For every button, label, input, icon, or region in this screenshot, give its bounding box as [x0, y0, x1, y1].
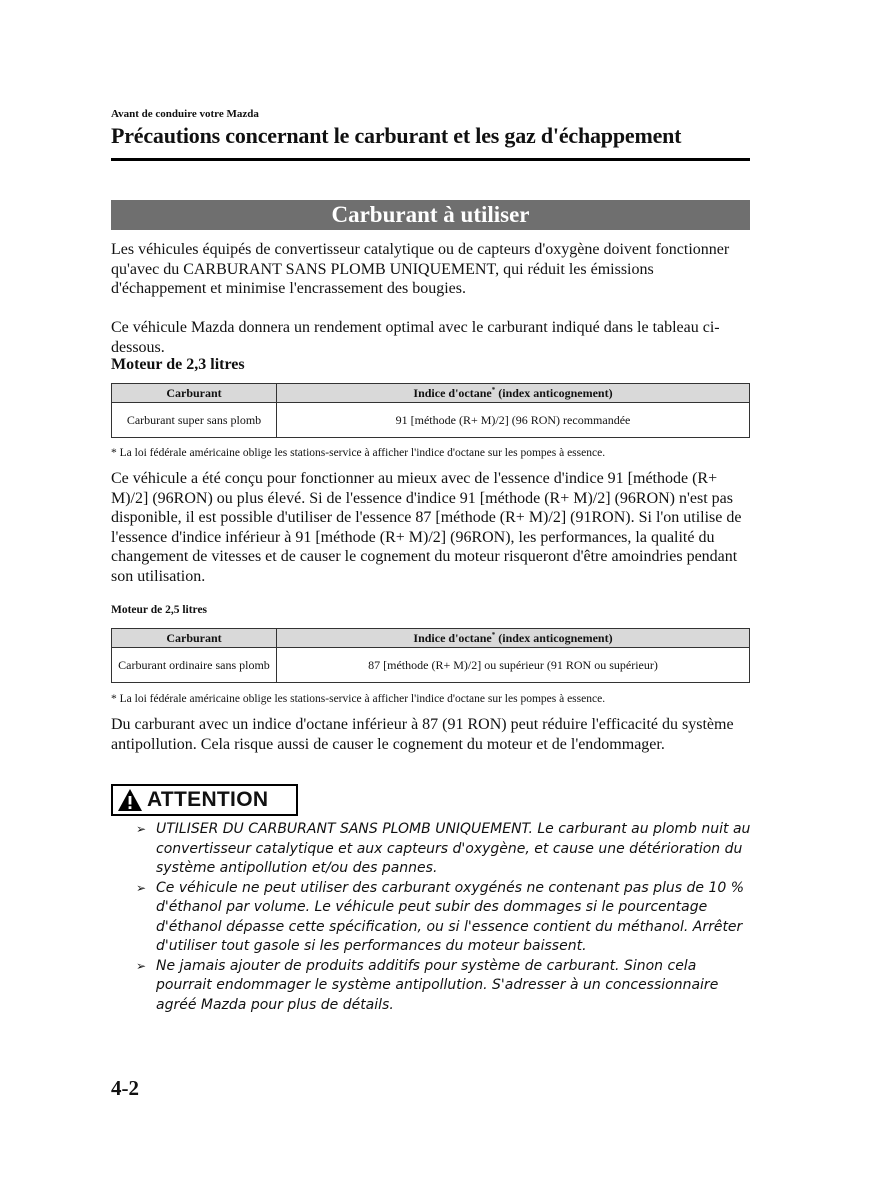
- octane-table-25: [111, 628, 750, 683]
- fuel-cell: Carburant ordinaire sans plomb: [112, 648, 277, 683]
- fuel-column-header: Carburant: [112, 629, 277, 648]
- footnote-marker: *: [491, 630, 496, 639]
- list-item: [136, 820, 751, 879]
- fuel-column-header: Carburant: [112, 384, 277, 403]
- octane-cell: 87 [méthode (R+ M)/2] ou supérieur (91 RON ou supérieur): [277, 648, 750, 683]
- attention-header: [111, 784, 298, 816]
- section-kicker: Avant de conduire votre Mazda: [111, 108, 259, 120]
- octane-cell: 91 [méthode (R+ M)/2] (96 RON) recommandée: [277, 403, 750, 438]
- arrowhead-bullet-icon: ➢: [136, 880, 147, 895]
- octane-explanation-paragraph: Ce véhicule a été conçu pour fonctionner au mieux avec de l'essence d'indice 91 [méthode (R+ M)/2] (96RON) ou plus élevé. Si de l'essence d'indice 91 [méthode (R+ M)/2] (96RON) n'est pas disponible, il est possible d'utiliser de l'essence 87 [méthode (R+ M)/2] (91RON). Si l'on utilise de l'essence d'indice inférieur à 91 [méthode (R+ M)/2] (96RON), les performances, la qualité du changement de vitesses et de causer le cognement du moteur risqueront d'être amoindries pendant son utilisation.: [111, 470, 742, 585]
- octane-table-23: [111, 383, 750, 438]
- footnote: * La loi fédérale américaine oblige les stations-service à afficher l'indice d'octane sur les pompes à essence.: [111, 447, 606, 459]
- arrowhead-bullet-icon: ➢: [136, 822, 147, 836]
- arrowhead-bullet-icon: ➢: [136, 958, 147, 973]
- octane-header-label: Indice d'octane: [413, 385, 492, 400]
- footnote: * La loi fédérale américaine oblige les stations-service à afficher l'indice d'octane sur les pompes à essence.: [111, 693, 606, 705]
- intro-paragraph: Les véhicules équipés de convertisseur catalytique ou de capteurs d'oxygène doivent fonctionner qu'avec du CARBURANT SANS PLOMB UNIQUEMENT, qui réduit les émissions d'échappement et minimise l'encrassement des bougies.: [111, 241, 730, 297]
- list-item-text: UTILISER DU CARBURANT SANS PLOMB UNIQUEMENT. Le carburant au plomb nuit au convertisseur catalytique et aux capteurs d'oxygène, et cause une détérioration du système antipollution et/ou des pannes.: [156, 821, 751, 876]
- fuel-cell: Carburant super sans plomb: [112, 403, 277, 438]
- list-item: [136, 879, 751, 957]
- recommendation-paragraph: Ce véhicule Mazda donnera un rendement optimal avec le carburant indiqué dans le tableau ci-dessous.: [111, 319, 720, 356]
- octane-header-suffix: (index anticognement): [495, 385, 613, 400]
- octane-header-label: Indice d'octane: [413, 630, 492, 645]
- list-item-text: Ce véhicule ne peut utiliser des carburant oxygénés ne contenant pas plus de 10 % d'éthanol par volume. Le véhicule peut subir des dommages si le pourcentage d'éthanol dépasse cette spécification, ou si l'essence contient du méthanol. Arrêter d'utiliser tout gasole si les performances du moteur baissent.: [156, 879, 745, 954]
- octane-column-header: [277, 629, 750, 648]
- footnote-marker: *: [491, 385, 496, 394]
- octane-header-suffix: (index anticognement): [495, 630, 613, 645]
- table-row: [112, 403, 750, 438]
- list-item: [136, 957, 751, 1016]
- section-banner: Carburant à utiliser: [111, 200, 750, 230]
- table-header-row: [112, 384, 750, 403]
- engine-23-heading: Moteur de 2,3 litres: [111, 356, 245, 373]
- table-row: [112, 648, 750, 683]
- warning-triangle-icon: [117, 788, 143, 812]
- low-octane-paragraph: Du carburant avec un indice d'octane inférieur à 87 (91 RON) peut réduire l'efficacité du système antipollution. Cela risque aussi de causer le cognement du moteur et de l'endommager.: [111, 716, 734, 753]
- engine-25-heading: Moteur de 2,5 litres: [111, 604, 208, 616]
- page-number: 4-2: [111, 1076, 139, 1100]
- attention-label: ATTENTION: [147, 788, 269, 811]
- octane-column-header: [277, 384, 750, 403]
- attention-list: [136, 820, 751, 1015]
- title-rule: [111, 158, 750, 161]
- list-item-text: Ne jamais ajouter de produits additifs pour système de carburant. Sinon cela pourrait endommager le système antipollution. S'adresser à un concessionnaire agréé Mazda pour plus de détails.: [156, 957, 719, 1013]
- page-title: Précautions concernant le carburant et les gaz d'échappement: [111, 123, 682, 148]
- table-header-row: [112, 629, 750, 648]
